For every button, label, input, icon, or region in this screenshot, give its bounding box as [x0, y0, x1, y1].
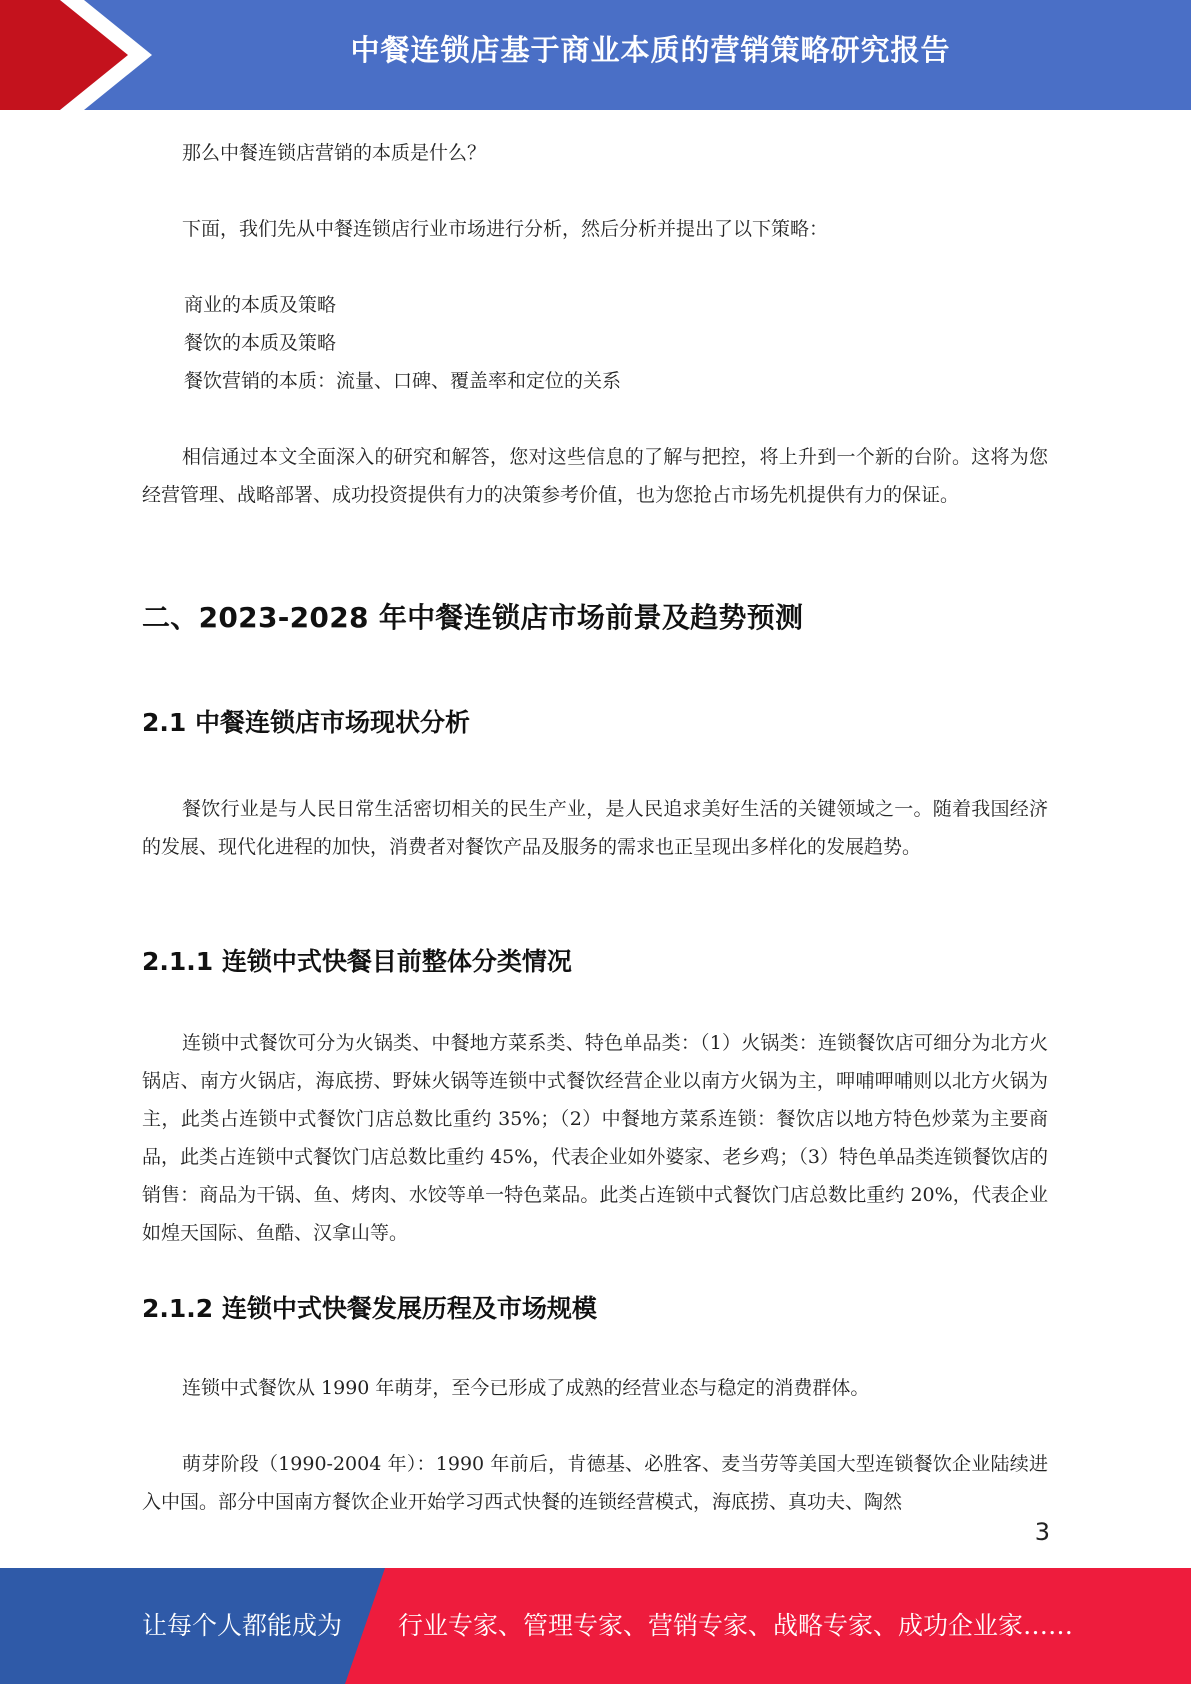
list-item: 餐饮营销的本质：流量、口碑、覆盖率和定位的关系 [184, 370, 622, 392]
paragraph-classification: 连锁中式餐饮可分为火锅类、中餐地方菜系类、特色单品类：（1）火锅类：连锁餐饮店可细分为北方火锅店、南方火锅店，海底捞、野妹火锅等连锁中式餐饮经营企业以南方火锅为主，呷哺呷哺则以北方火锅为主，此类占连锁中式餐饮门店总数比重约 35%；（2）中餐地方菜系连锁：餐饮店以地方特色炒菜为主要商品，此类占连锁中式餐饮门店总数比重约 45%，代表企业如外婆家、老乡鸡；（3）特色单品类连锁餐饮店的销售：商品为干锅、鱼、烤肉、水饺等单一特色菜品。此类占连锁中式餐饮门店总数比重约 20%，代表企业如煌天国际、鱼酷、汉拿山等。 [142, 1032, 1048, 1244]
page-footer [0, 1568, 1191, 1684]
section-heading: 二、2023-2028 年中餐连锁店市场前景及趋势预测 [142, 601, 804, 634]
subsubsection-heading: 2.1.1 连锁中式快餐目前整体分类情况 [142, 947, 572, 976]
paragraph-question: 那么中餐连锁店营销的本质是什么？ [182, 142, 487, 164]
footer-slogan-left: 让每个人都能成为 [142, 1611, 343, 1640]
page-number: 3 [1034, 1518, 1050, 1546]
paragraph-history: 连锁中式餐饮从 1990 年萌芽，至今已形成了成熟的经营业态与稳定的消费群体。 [182, 1377, 870, 1399]
list-item: 商业的本质及策略 [184, 294, 337, 316]
paragraph-conclusion: 相信通过本文全面深入的研究和解答，您对这些信息的了解与把控，将上升到一个新的台阶。这将为您经营管理、战略部署、成功投资提供有力的决策参考价值，也为您抢占市场先机提供有力的保证。 [142, 446, 1048, 506]
footer-slogan-right: 行业专家、管理专家、营销专家、战略专家、成功企业家…… [398, 1611, 1074, 1640]
paragraph-sprout-stage: 萌芽阶段（1990-2004 年）：1990 年前后，肯德基、必胜客、麦当劳等美国大型连锁餐饮企业陆续进入中国。部分中国南方餐饮企业开始学习西式快餐的连锁经营模式，海底捞、真功夫、陶然 [142, 1453, 1048, 1513]
header-red-arrow [0, 0, 130, 110]
report-title: 中餐连锁店基于商业本质的营销策略研究报告 [350, 33, 951, 67]
subsubsection-heading: 2.1.2 连锁中式快餐发展历程及市场规模 [142, 1294, 597, 1323]
paragraph-intro: 下面，我们先从中餐连锁店行业市场进行分析，然后分析并提出了以下策略： [182, 218, 829, 240]
list-item: 餐饮的本质及策略 [184, 332, 337, 354]
paragraph-industry: 餐饮行业是与人民日常生活密切相关的民生产业，是人民追求美好生活的关键领域之一。随着我国经济的发展、现代化进程的加快，消费者对餐饮产品及服务的需求也正呈现出多样化的发展趋势。 [142, 798, 1048, 858]
page-header [0, 0, 1191, 110]
subsection-heading: 2.1 中餐连锁店市场现状分析 [142, 708, 470, 737]
